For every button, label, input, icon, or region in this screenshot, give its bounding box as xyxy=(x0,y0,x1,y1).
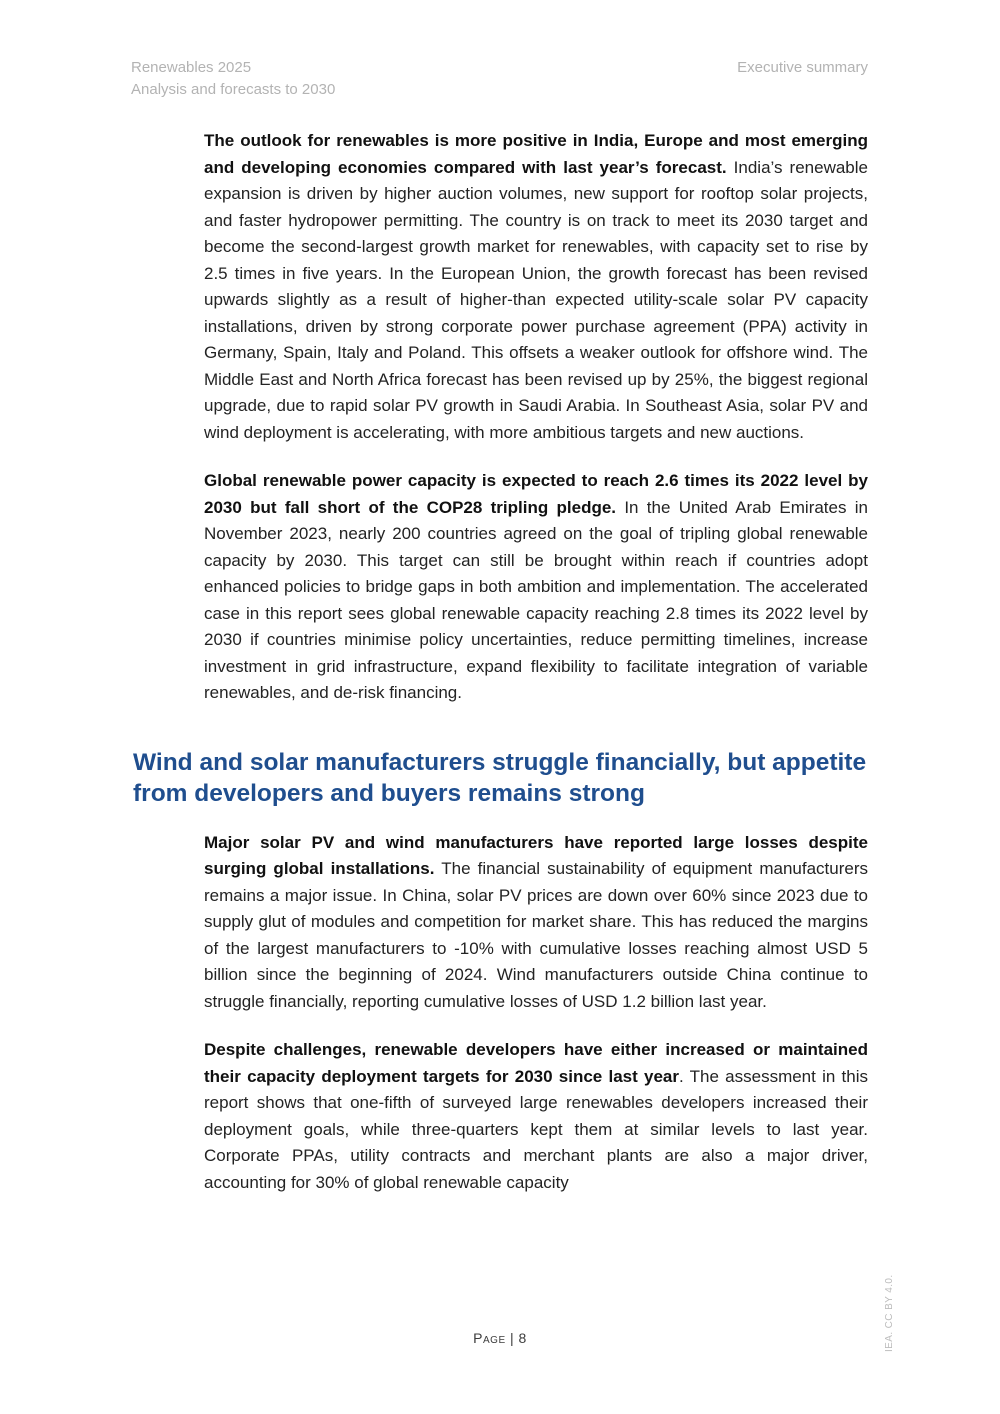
paragraph-developer-targets xyxy=(204,1037,868,1196)
running-header xyxy=(131,57,868,101)
paragraph-global-capacity xyxy=(204,468,868,707)
license-credit: IEA. CC BY 4.0. xyxy=(884,1274,895,1352)
main-text-column xyxy=(133,128,869,1218)
paragraph-body-text: . The assessment in this report shows that one-fifth of surveyed large renewables developers increased their deployment goals, while three-quarters kept them at similar levels to last year. Corporate PPAs, utility contracts and merchant plants are also a major driver, accounting for 30% of global renewable capacity xyxy=(204,1066,868,1192)
report-subtitle: Analysis and forecasts to 2030 xyxy=(131,81,336,98)
page-footer xyxy=(0,1330,1000,1346)
header-section-label: Executive summary xyxy=(737,59,868,76)
paragraph-body-text: The financial sustainability of equipment manufacturers remains a major issue. In China, solar PV prices are down over 60% since 2023 due to supply glut of modules and competition for market share. This has reduced the margins of the largest manufacturers to -10% with cumulative losses reaching almost USD 5 billion since the beginning of 2024. Wind manufacturers outside China continue to struggle financially, reporting cumulative losses of USD 1.2 billion last year. xyxy=(204,859,868,1011)
section-heading: Wind and solar manufacturers struggle financially, but appetite from developers and buyers remains strong xyxy=(133,748,867,807)
paragraph-body-text: In the United Arab Emirates in November 2023, nearly 200 countries agreed on the goal of tripling global renewable capacity by 2030. This target can still be brought within reach if countries adopt enhanced policies to bridge gaps in both ambition and implementation. The accelerated case in this report sees global renewable capacity reaching 2.8 times its 2022 level by 2030 if countries minimise policy uncertainties, reduce permitting timelines, increase investment in grid infrastructure, expand flexibility to facilitate integration of variable renewables, and de-risk financing. xyxy=(204,497,869,702)
page-number: Page | 8 xyxy=(473,1330,527,1346)
paragraph-lead-sentence: Global renewable power capacity is expected to reach 2.6 times its 2022 level by 2030 but fall short of the COP28 tripling pledge. xyxy=(204,471,868,517)
report-title: Renewables 2025 xyxy=(131,59,252,76)
paragraph-lead-sentence: Major solar PV and wind manufacturers have reported large losses despite surging global installations. xyxy=(204,832,868,878)
report-title-block xyxy=(131,57,335,101)
paragraph-lead-sentence: Despite challenges, renewable developers have either increased or maintained their capacity deployment targets for 2030 since last year xyxy=(204,1040,868,1086)
paragraph-body-text: India’s renewable expansion is driven by higher auction volumes, new support for rooftop solar projects, and faster hydropower permitting. The country is on track to meet its 2030 target and become the second-largest growth market for renewables, with capacity set to rise by 2.5 times in five years. In the European Union, the growth forecast has been revised upwards slightly as a result of higher-than expected utility-scale solar PV capacity installations, driven by strong corporate power purchase agreement (PPA) activity in Germany, Spain, Italy and Poland. This offsets a weaker outlook for offshore wind. The Middle East and North Africa forecast has been revised up by 25%, the biggest regional upgrade, due to rapid solar PV growth in Saudi Arabia. In Southeast Asia, solar PV and wind deployment is accelerating, with more ambitious targets and new auctions. xyxy=(204,157,868,442)
paragraph-manufacturer-losses xyxy=(204,830,868,1016)
paragraph-lead-sentence: The outlook for renewables is more positive in India, Europe and most emerging and developing economies compared with last year’s forecast. xyxy=(204,131,868,177)
paragraph-outlook xyxy=(204,128,868,446)
